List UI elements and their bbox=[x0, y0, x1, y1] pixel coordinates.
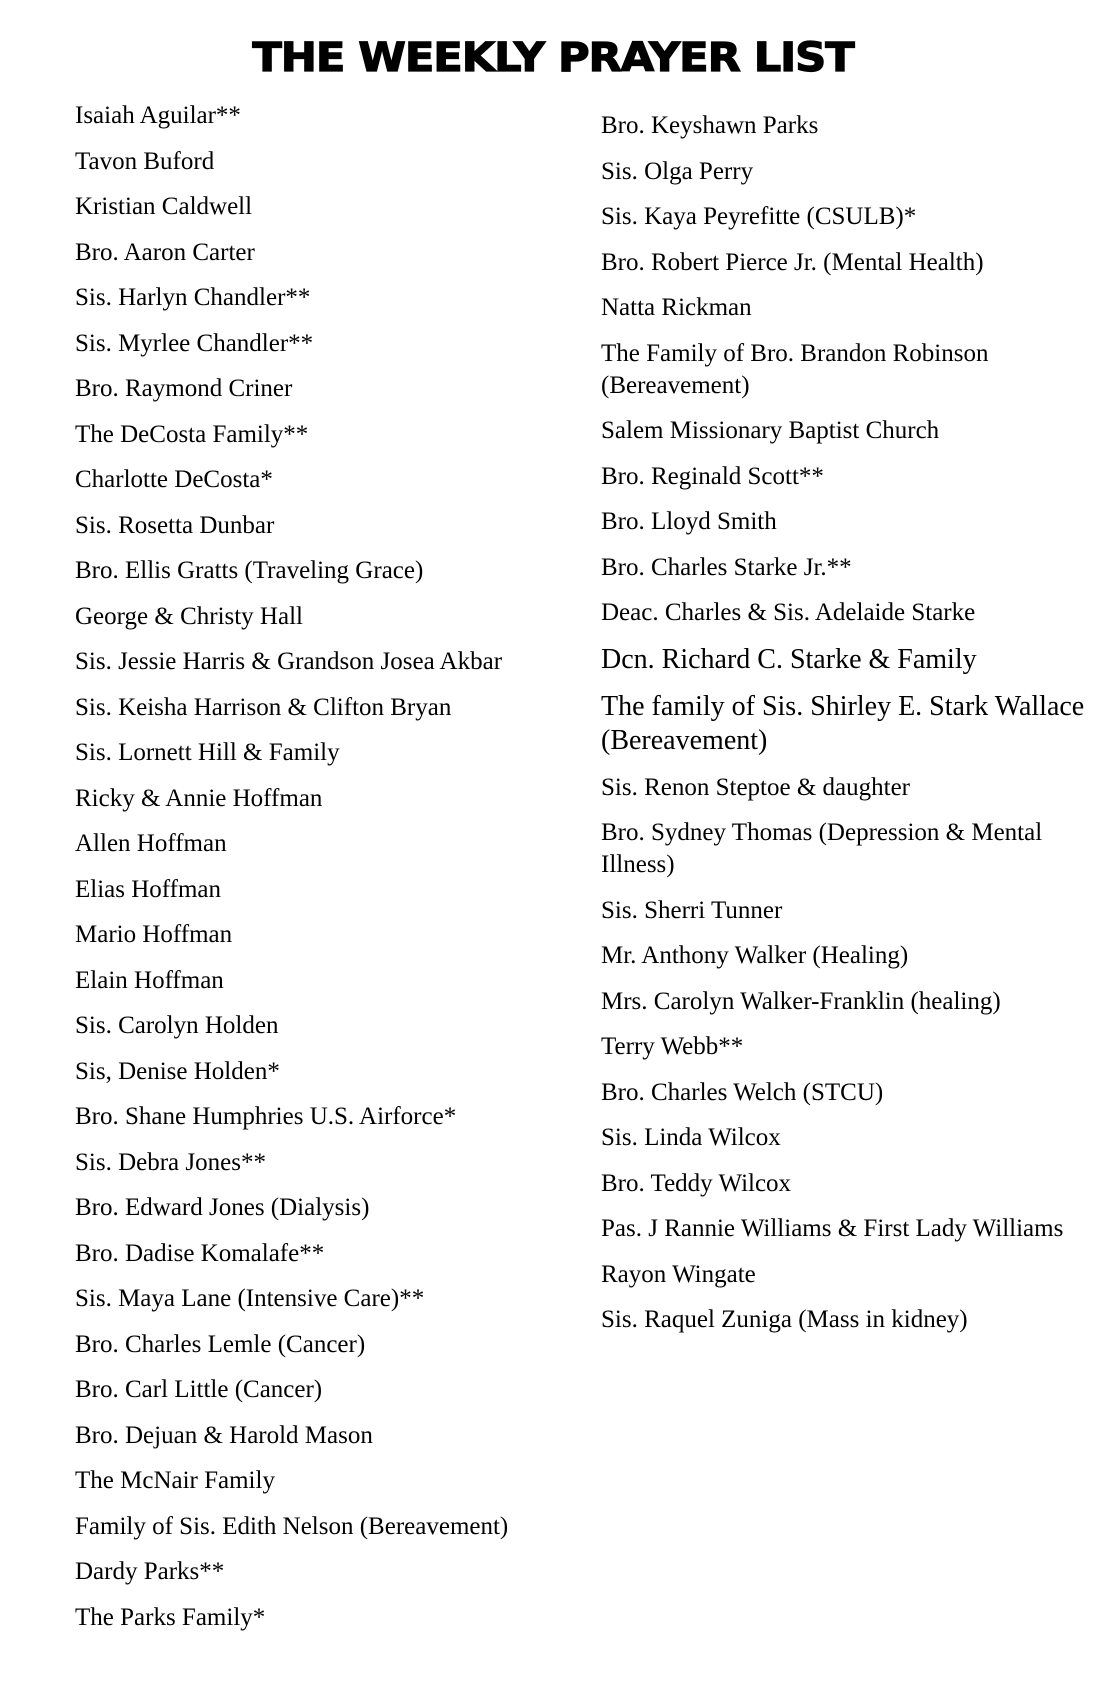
prayer-list-entry: Bro. Shane Humphries U.S. Airforce* bbox=[75, 1103, 457, 1130]
prayer-list-entry: Pas. J Rannie Williams & First Lady Williams bbox=[601, 1215, 1064, 1242]
prayer-list-entry: Bro. Ellis Gratts (Traveling Grace) bbox=[75, 557, 424, 584]
prayer-list-entry: Sis. Maya Lane (Intensive Care)** bbox=[75, 1285, 425, 1312]
prayer-list-entry: Salem Missionary Baptist Church bbox=[601, 417, 940, 444]
prayer-list-entry: Bro. Robert Pierce Jr. (Mental Health) bbox=[601, 248, 984, 276]
prayer-list-entry: Bro. Dadise Komalafe** bbox=[75, 1239, 325, 1267]
prayer-list-entry: Allen Hoffman bbox=[75, 830, 227, 857]
prayer-list-entry: The DeCosta Family** bbox=[75, 420, 309, 448]
prayer-list-entry: Sis. Olga Perry bbox=[601, 157, 754, 185]
prayer-list-entry: Bro. Dejuan & Harold Mason bbox=[75, 1421, 373, 1449]
prayer-list-entry: Bro. Lloyd Smith bbox=[601, 508, 777, 535]
prayer-list-entry: Deac. Charles & Sis. Adelaide Starke bbox=[601, 599, 976, 626]
prayer-list-entry: Sis. Debra Jones** bbox=[75, 1148, 266, 1176]
prayer-list-entry: Rayon Wingate bbox=[601, 1260, 756, 1288]
prayer-list-entry: Sis. Myrlee Chandler** bbox=[75, 329, 314, 357]
prayer-list-entry: Bro. Carl Little (Cancer) bbox=[75, 1376, 323, 1403]
prayer-list-entry: Sis. Lornett Hill & Family bbox=[75, 739, 340, 766]
prayer-list-entry: Bro. Edward Jones (Dialysis) bbox=[75, 1194, 370, 1221]
prayer-list-entry: Isaiah Aguilar** bbox=[75, 102, 241, 129]
prayer-list-entry: Kristian Caldwell bbox=[75, 193, 253, 220]
prayer-list-entry: Sis. Renon Steptoe & daughter bbox=[601, 773, 910, 801]
prayer-list-entry: Sis. Jessie Harris & Grandson Josea Akbar bbox=[75, 648, 503, 675]
prayer-list-entry: Bro. Sydney Thomas (Depression & Mental Illness) bbox=[601, 819, 1043, 878]
prayer-list-entry: Sis, Denise Holden* bbox=[75, 1057, 280, 1085]
prayer-list-entry: Sis. Kaya Peyrefitte (CSULB)* bbox=[601, 203, 917, 230]
prayer-list-entry: Dcn. Richard C. Starke & Family bbox=[601, 643, 977, 675]
prayer-list-entry: George & Christy Hall bbox=[75, 602, 303, 630]
prayer-list-entry: Sis. Carolyn Holden bbox=[75, 1012, 279, 1039]
prayer-list-entry: Bro. Charles Welch (STCU) bbox=[601, 1078, 884, 1106]
prayer-list-entry: Tavon Buford bbox=[75, 147, 215, 175]
prayer-list-entry: The Family of Bro. Brandon Robinson (Bereavement) bbox=[601, 339, 989, 399]
prayer-list-entry: Sis. Harlyn Chandler** bbox=[75, 284, 311, 311]
prayer-list-entry: Bro. Teddy Wilcox bbox=[601, 1169, 792, 1197]
prayer-list-entry: Bro. Reginald Scott** bbox=[601, 462, 824, 490]
prayer-list-entry: The McNair Family bbox=[75, 1467, 275, 1494]
prayer-list-entry: Sis. Keisha Harrison & Clifton Bryan bbox=[75, 693, 452, 721]
prayer-list-entry: Elias Hoffman bbox=[75, 875, 222, 903]
prayer-list-entry: Natta Rickman bbox=[601, 294, 752, 321]
prayer-list-left-column bbox=[75, 100, 555, 1647]
prayer-list-entry: Sis. Rosetta Dunbar bbox=[75, 511, 275, 539]
prayer-list-entry: Dardy Parks** bbox=[75, 1558, 225, 1585]
prayer-list-entry: Mrs. Carolyn Walker-Franklin (healing) bbox=[601, 987, 1001, 1015]
prayer-list-entry: Bro. Keyshawn Parks bbox=[601, 112, 819, 139]
prayer-list-entry: Sis. Raquel Zuniga (Mass in kidney) bbox=[601, 1306, 968, 1333]
prayer-list-entry: Ricky & Annie Hoffman bbox=[75, 784, 323, 812]
prayer-list-entry: The family of Sis. Shirley E. Stark Wallace (Bereavement) bbox=[601, 691, 1085, 756]
prayer-list-entry: Mr. Anthony Walker (Healing) bbox=[601, 942, 909, 969]
prayer-list-entry: Bro. Charles Lemle (Cancer) bbox=[75, 1330, 366, 1358]
prayer-list-entry: Charlotte DeCosta* bbox=[75, 466, 273, 493]
prayer-list-entry: Elain Hoffman bbox=[75, 966, 224, 994]
prayer-list-entry: Bro. Raymond Criner bbox=[75, 375, 293, 402]
prayer-list-entry: The Parks Family* bbox=[75, 1603, 266, 1631]
prayer-list-right-column bbox=[601, 110, 1106, 1350]
prayer-list-entry: Family of Sis. Edith Nelson (Bereavement) bbox=[75, 1512, 509, 1540]
prayer-list-entry: Terry Webb** bbox=[601, 1033, 744, 1060]
prayer-list-entry: Sis. Sherri Tunner bbox=[601, 896, 783, 924]
prayer-list-entry: Mario Hoffman bbox=[75, 921, 233, 948]
prayer-list-entry: Sis. Linda Wilcox bbox=[601, 1124, 781, 1151]
page-title: THE WEEKLY PRAYER LIST bbox=[252, 35, 854, 81]
prayer-list-entry: Bro. Aaron Carter bbox=[75, 238, 255, 266]
prayer-list-entry: Bro. Charles Starke Jr.** bbox=[601, 553, 852, 581]
